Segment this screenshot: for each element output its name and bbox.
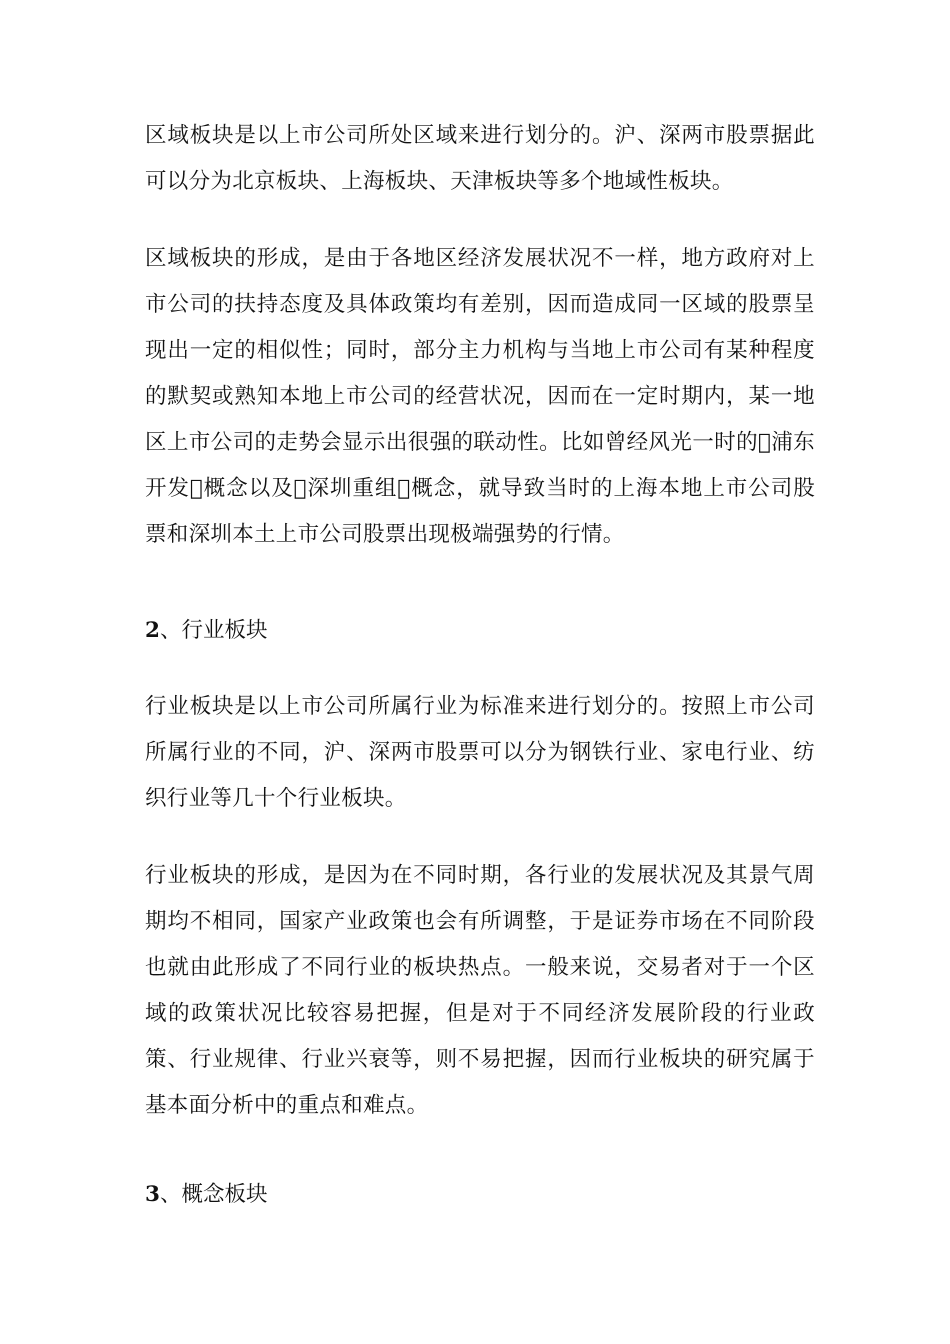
section-heading-industry-sector xyxy=(145,608,267,654)
section-title: 、行业板块 xyxy=(159,618,268,643)
paragraph-industry-sector-formation: 行业板块的形成，是因为在不同时期，各行业的发展状况及其景气周期均不相同，国家产业政策也会有所调整，于是证券市场在不同阶段也就由此形成了不同行业的板块热点。一般来说，交易者对于一个区域的政策状况比较容易把握，但是对于不同经济发展阶段的行业政策、行业规律、行业兴衰等，则不易把握，因而行业板块的研究属于基本面分析中的重点和难点。 xyxy=(145,863,815,1118)
section-title: 、概念板块 xyxy=(159,1182,268,1207)
section-number: 3 xyxy=(145,1182,160,1207)
paragraph-industry-sector-definition: 行业板块是以上市公司所属行业为标准来进行划分的。按照上市公司所属行业的不同，沪、深两市股票可以分为钢铁行业、家电行业、纺织行业等几十个行业板块。 xyxy=(145,694,815,811)
section-number: 2 xyxy=(145,618,160,643)
paragraph-regional-sector-definition: 区域板块是以上市公司所处区域来进行划分的。沪、深两市股票据此可以分为北京板块、上海板块、天津板块等多个地域性板块。 xyxy=(145,123,815,194)
paragraph-regional-sector-formation: 区域板块的形成，是由于各地区经济发展状况不一样，地方政府对上市公司的扶持态度及具体政策均有差别，因而造成同一区域的股票呈现出一定的相似性；同时，部分主力机构与当地上市公司有某种程度的默契或熟知本地上市公司的经营状况，因而在一定时期内，某一地区上市公司的走势会显示出很强的联动性。比如曾经风光一时的 浦东开发 概念以及 深圳重组 概念，就导致当时的上海本地上市公司股票和深圳本土上市公司股票出现极端强势的行情。 xyxy=(145,246,815,547)
section-heading-concept-sector xyxy=(145,1172,267,1218)
